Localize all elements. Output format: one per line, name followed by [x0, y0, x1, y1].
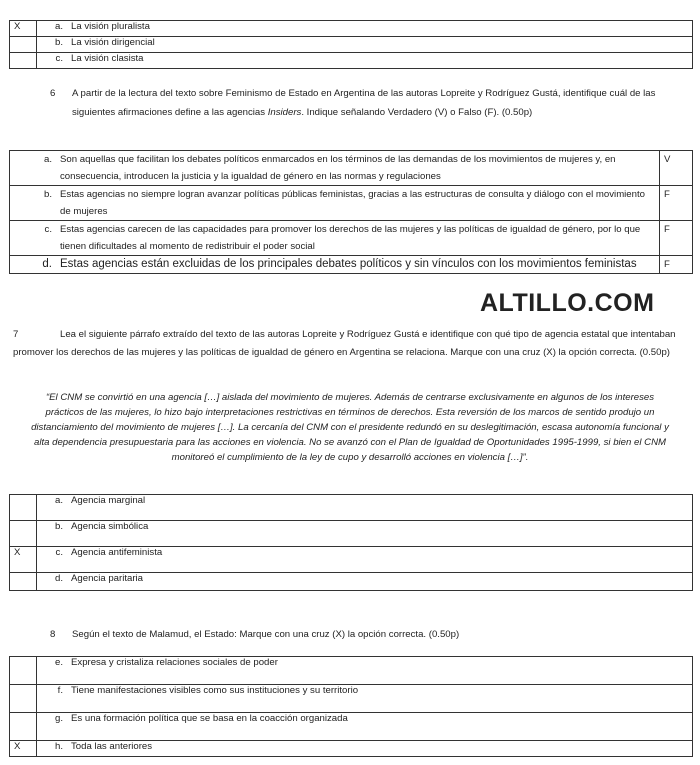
- question-text: A partir de la lectura del texto sobre Feminismo de Estado en Argentina de las autoras Lopreite y Rodríguez Gustá, identifique cuál de las siguientes afirmaciones define a las agencias: [72, 88, 656, 118]
- option-text: La visión dirigencial: [71, 37, 155, 48]
- mark-cell[interactable]: [10, 657, 37, 685]
- mark-cell[interactable]: [10, 573, 37, 591]
- question-text: Según el texto de Malamud, el Estado: Marque con una cruz (X) la opción correcta. (0.50p): [72, 629, 460, 640]
- option-text: Es una formación política que se basa en la coacción organizada: [71, 713, 348, 724]
- option-cell: [37, 53, 693, 69]
- answer-cell[interactable]: F: [660, 186, 693, 221]
- table-row: [10, 53, 693, 69]
- question-number: 8: [50, 629, 56, 640]
- q7-options-table: [9, 494, 693, 591]
- option-letter: f.: [57, 685, 63, 696]
- option-text: Son aquellas que facilitan los debates políticos enmarcados en los términos de las demandas de los movimientos de mujeres y, en consecuencia, introducen la justicia y la igualdad de género en las normas y regulaciones: [60, 154, 616, 182]
- q5-options-table: [9, 20, 693, 69]
- answer-cell[interactable]: F: [660, 221, 693, 256]
- option-cell: [37, 521, 693, 547]
- option-letter: h.: [54, 741, 63, 752]
- option-text: Agencia paritaria: [71, 573, 143, 584]
- table-row: [10, 186, 693, 221]
- option-text: Estas agencias están excluidas de los principales debates políticos y sin vínculos con los movimientos feministas: [60, 258, 637, 270]
- option-text: La visión clasista: [71, 53, 144, 64]
- option-cell: [37, 495, 693, 521]
- option-letter: g.: [54, 713, 63, 724]
- option-text: Expresa y cristaliza relaciones sociales de poder: [71, 657, 278, 668]
- option-letter: a.: [54, 21, 63, 32]
- option-letter: c.: [44, 224, 52, 235]
- option-cell: [37, 741, 693, 757]
- question-8: [50, 629, 459, 640]
- question-text-italic: Insiders: [267, 107, 302, 118]
- table-row: [10, 547, 693, 573]
- option-cell: [10, 256, 660, 274]
- option-text: Agencia simbólica: [71, 521, 149, 532]
- table-row: [10, 685, 693, 713]
- option-letter: b.: [54, 521, 63, 532]
- mark-cell[interactable]: [10, 521, 37, 547]
- question-6: [50, 84, 690, 122]
- table-row: [10, 221, 693, 256]
- answer-cell[interactable]: F: [660, 256, 693, 274]
- table-row: [10, 521, 693, 547]
- option-letter: b.: [54, 37, 63, 48]
- option-text: Agencia marginal: [71, 495, 146, 506]
- mark-cell[interactable]: [10, 37, 37, 53]
- watermark: ALTILLO.COM: [480, 289, 655, 317]
- option-cell: [37, 21, 693, 37]
- option-letter: a.: [54, 495, 63, 506]
- option-letter: c.: [55, 53, 63, 64]
- question-number: 6: [50, 88, 56, 99]
- option-text: Estas agencias no siempre logran avanzar políticas públicas feministas, gracias a las estructuras de consulta y diálogo con el movimiento de mujeres: [60, 189, 645, 217]
- table-row: [10, 37, 693, 53]
- q8-options-table: [9, 656, 693, 757]
- question-text-end: . Indique señalando Verdadero (V) o Falso (F). (0.50p): [301, 107, 533, 118]
- question-number: 7: [13, 329, 19, 340]
- mark-cell[interactable]: [10, 495, 37, 521]
- option-letter: d.: [54, 573, 63, 584]
- option-cell: [10, 186, 660, 221]
- option-text: La visión pluralista: [71, 21, 150, 32]
- mark-cell[interactable]: X: [10, 547, 37, 573]
- option-text: Tiene manifestaciones visibles como sus instituciones y su territorio: [71, 685, 359, 696]
- q6-options-table: [9, 150, 693, 274]
- question-7: [13, 326, 683, 362]
- mark-cell[interactable]: [10, 53, 37, 69]
- mark-cell[interactable]: X: [10, 21, 37, 37]
- option-text: Estas agencias carecen de las capacidades para promover los derechos de las mujeres y las políticas de igualdad de género, por lo que tienen dificultades al momento de redistribuir el poder social: [60, 224, 641, 252]
- option-letter: a.: [43, 154, 52, 165]
- option-cell: [37, 657, 693, 685]
- table-row: [10, 713, 693, 741]
- table-row: [10, 21, 693, 37]
- quote-block: “El CNM se convirtió en una agencia […] aislada del movimiento de mujeres. Además de centrarse exclusivamente en algunos de los intereses prácticos de las mujeres, lo hizo bajo interpretaciones restrictivas en términos de derechos. Esta reversión de los marcos de sentido produjo un distanciamiento del movimiento de mujeres […]. La cercanía del CNM con el presidente redundó en su deslegitimación, escasa autonomía funcional y alta dependencia presupuestaria para las acciones en violencia. No se avanzó con el Plan de Igualdad de Oportunidades 1995-1999, si bien el CNM monitoreó el cumplimiento de la ley de cupo y desarrolló acciones en violencia […]”.: [31, 392, 669, 463]
- option-cell: [37, 573, 693, 591]
- option-text: Agencia antifeminista: [71, 547, 163, 558]
- table-row: [10, 573, 693, 591]
- option-cell: [37, 547, 693, 573]
- table-row: [10, 151, 693, 186]
- table-row: [10, 657, 693, 685]
- option-cell: [37, 713, 693, 741]
- option-letter: b.: [43, 189, 52, 200]
- mark-cell[interactable]: [10, 713, 37, 741]
- table-row: [10, 256, 693, 274]
- question-text: Lea el siguiente párrafo extraído del texto de las autoras Lopreite y Rodríguez Gustá e identifique con qué tipo de agencia estatal que intentaban promover los derechos de las mujeres y las políticas de igualdad de género en Argentina se relaciona. Marque con una cruz (X) la opción correcta. (0.50p): [13, 329, 676, 358]
- option-cell: [37, 685, 693, 713]
- mark-cell[interactable]: [10, 685, 37, 713]
- table-row: [10, 495, 693, 521]
- mark-cell[interactable]: X: [10, 741, 37, 757]
- option-cell: [10, 151, 660, 186]
- option-letter: c.: [55, 547, 63, 558]
- table-row: [10, 741, 693, 757]
- option-letter: d.: [42, 258, 52, 270]
- option-text: Toda las anteriores: [71, 741, 153, 752]
- option-letter: e.: [54, 657, 63, 668]
- option-cell: [10, 221, 660, 256]
- option-cell: [37, 37, 693, 53]
- answer-cell[interactable]: V: [660, 151, 693, 186]
